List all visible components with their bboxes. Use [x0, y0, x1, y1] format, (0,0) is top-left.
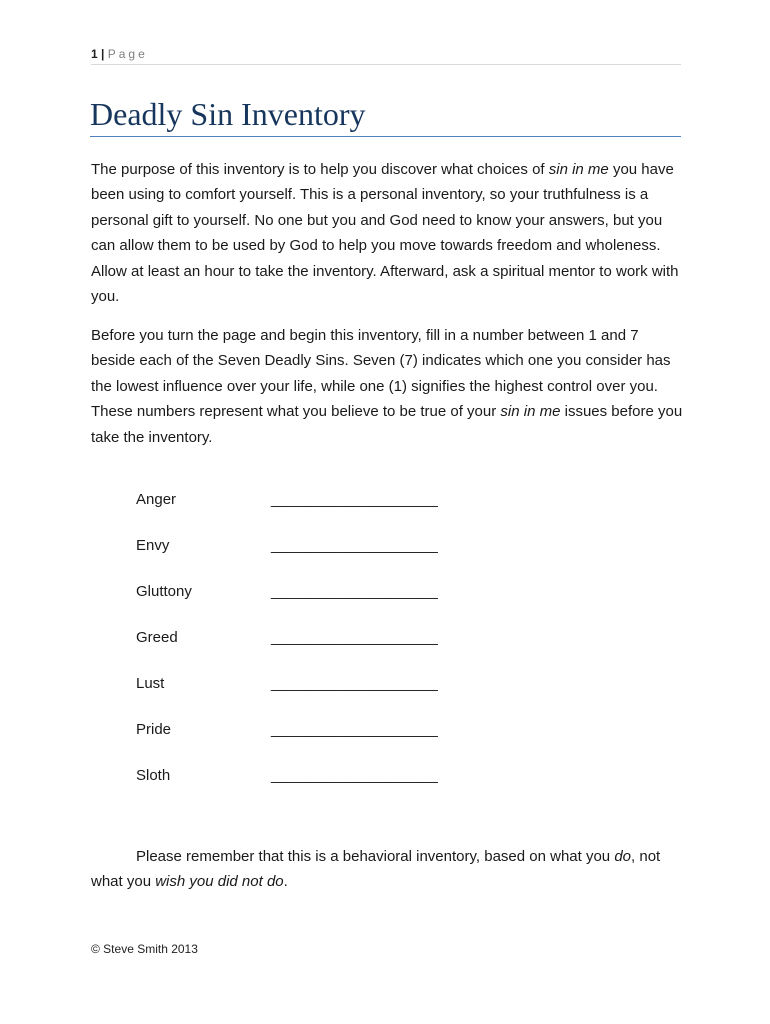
page-title: Deadly Sin Inventory [90, 94, 681, 137]
page-header [91, 47, 681, 65]
sin-row-greed [136, 625, 496, 671]
reminder-paragraph: Please remember that this is a behavioral inventory, based on what you do, not what you wish you did not do. [91, 848, 661, 891]
sin-name: Lust [136, 675, 165, 692]
sin-row-envy [136, 533, 496, 579]
sin-row-lust [136, 671, 496, 717]
instructions-paragraph: Before you turn the page and begin this inventory, fill in a number between 1 and 7 beside each of the Seven Deadly Sins. Seven (7) indicates which one you consider has the lowest influence over your life, while one (1) signifies the highest control over you. These numbers represent what you believe to be true of your sin in me issues before you take the inventory. [91, 327, 683, 446]
emphasis-sin-in-me: sin in me [548, 161, 609, 178]
purpose-paragraph: The purpose of this inventory is to help you discover what choices of sin in me you have been using to comfort yourself. This is a personal inventory, so your truthfulness is a personal gift to yourself. No one but you and God need to know your answers, but you can allow them to be used by God to help you move towards freedom and wholeness. Allow at least an hour to take the inventory. Afterward, ask a spiritual mentor to work with you. [91, 161, 679, 306]
sin-row-sloth [136, 763, 496, 809]
sin-row-pride [136, 717, 496, 763]
sin-blank-field[interactable]: ____________________ [271, 583, 438, 600]
sin-row-gluttony [136, 579, 496, 625]
emphasis-do: do [614, 848, 632, 865]
sin-name: Pride [136, 721, 172, 738]
copyright-footer: © Steve Smith 2013 [91, 942, 198, 956]
sin-blank-field[interactable]: ____________________ [271, 767, 438, 784]
sin-blank-field[interactable]: ____________________ [271, 491, 438, 508]
sin-blank-field[interactable]: ____________________ [271, 629, 438, 646]
page-number: 1 [91, 47, 98, 61]
emphasis-wish: wish you did not do [155, 873, 284, 891]
emphasis-sin-in-me: sin in me [500, 403, 561, 421]
sins-list [136, 487, 496, 809]
page-separator: | [101, 47, 105, 61]
sin-name: Sloth [136, 767, 171, 784]
sin-blank-field[interactable]: ____________________ [271, 675, 438, 692]
sin-blank-field[interactable]: ____________________ [271, 721, 438, 738]
sin-name: Greed [136, 629, 178, 646]
page-word: Page [107, 47, 148, 61]
sin-name: Anger [136, 491, 177, 508]
sin-name: Envy [136, 537, 170, 554]
sin-blank-field[interactable]: ____________________ [271, 537, 438, 554]
sin-name: Gluttony [136, 583, 192, 600]
sin-row-anger [136, 487, 496, 533]
